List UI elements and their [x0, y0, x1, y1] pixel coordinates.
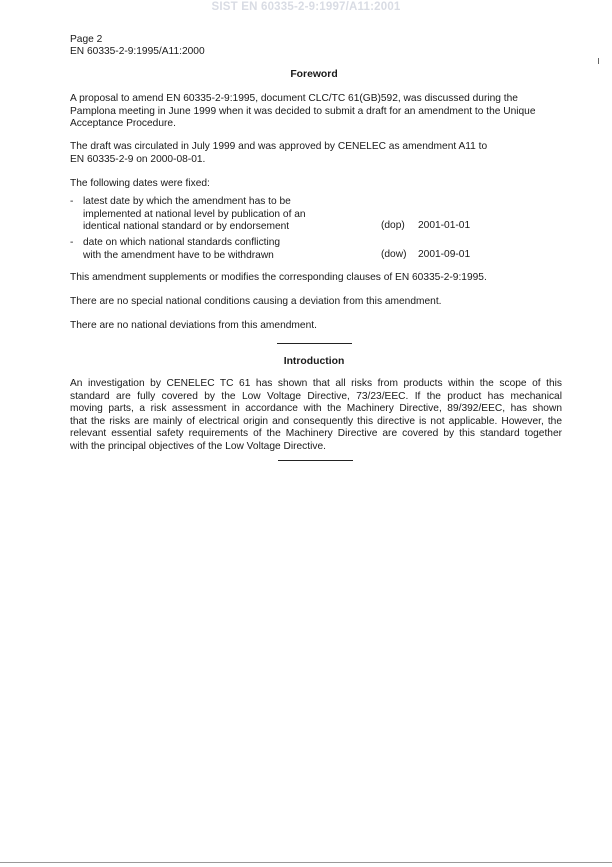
watermark-title: SIST EN 60335-2-9:1997/A11:2001	[211, 1, 401, 13]
text-line: EN 60335-2-9 on 2000-08-01.	[70, 153, 206, 165]
introduction-heading: Introduction	[283, 356, 345, 367]
date-code: (dop)	[381, 220, 405, 231]
section-divider	[277, 343, 352, 344]
text-line: The draft was circulated in July 1999 and was approved by CENELEC as amendment A11 to	[70, 141, 488, 152]
date-value: 2001-09-01	[418, 249, 471, 260]
text-line: with the principal objectives of the Low Voltage Directive.	[70, 440, 326, 452]
introduction-paragraph	[70, 378, 562, 453]
text-line: Pamplona meeting in June 1999 when it was decided to submit a draft for an amendment to the Unique	[70, 105, 536, 117]
foreword-paragraph-2	[70, 141, 560, 166]
foreword-paragraph-4: This amendment supplements or modifies the corresponding clauses of EN 60335-2-9:1995.	[70, 272, 487, 283]
text-line: moving parts, a risk assessment in accordance with the Machinery Directive, 89/392/EEC, has shown	[70, 403, 562, 414]
document-id: EN 60335-2-9:1995/A11:2000	[70, 46, 205, 57]
date-item-description	[83, 237, 353, 262]
text-line: that the risks are mainly of electrical origin and consequently this directive is not applicable. However, the	[70, 415, 562, 427]
foreword-paragraph-5: There are no special national conditions causing a deviation from this amendment.	[70, 296, 442, 307]
text-line: implemented at national level by publication of an	[83, 208, 306, 220]
page-number: Page 2	[70, 34, 103, 45]
text-line: standard are fully covered by the Low Voltage Directive, 73/23/EEC. If the product has mechanical	[70, 390, 562, 402]
text-line: A proposal to amend EN 60335-2-9:1995, document CLC/TC 61(GB)592, was discussed during the	[70, 93, 518, 104]
end-divider	[278, 460, 353, 461]
text-line: An investigation by CENELEC TC 61 has shown that all risks from products within the scope of this	[70, 378, 562, 389]
text-line: date on which national standards conflicting	[83, 237, 281, 248]
text-line: latest date by which the amendment has to be	[83, 196, 291, 207]
text-line: with the amendment have to be withdrawn	[83, 249, 274, 261]
date-code: (dow)	[381, 249, 407, 260]
date-value: 2001-01-01	[418, 220, 471, 231]
foreword-paragraph-3: The following dates were fixed:	[70, 178, 210, 189]
bullet-dash: -	[70, 196, 74, 207]
text-line: relevant essential safety requirements of the Machinery Directive are covered by this standard together	[70, 428, 562, 439]
page-header	[70, 34, 205, 58]
text-line: identical national standard or by endorsement	[83, 221, 290, 232]
scan-edge	[0, 862, 612, 863]
margin-mark	[598, 58, 599, 64]
foreword-paragraph-6: There are no national deviations from this amendment.	[70, 320, 317, 331]
date-item-description	[83, 196, 353, 234]
foreword-heading: Foreword	[290, 69, 338, 80]
bullet-dash: -	[70, 237, 74, 248]
text-line: Acceptance Procedure.	[70, 118, 176, 129]
foreword-paragraph-1	[70, 93, 560, 131]
